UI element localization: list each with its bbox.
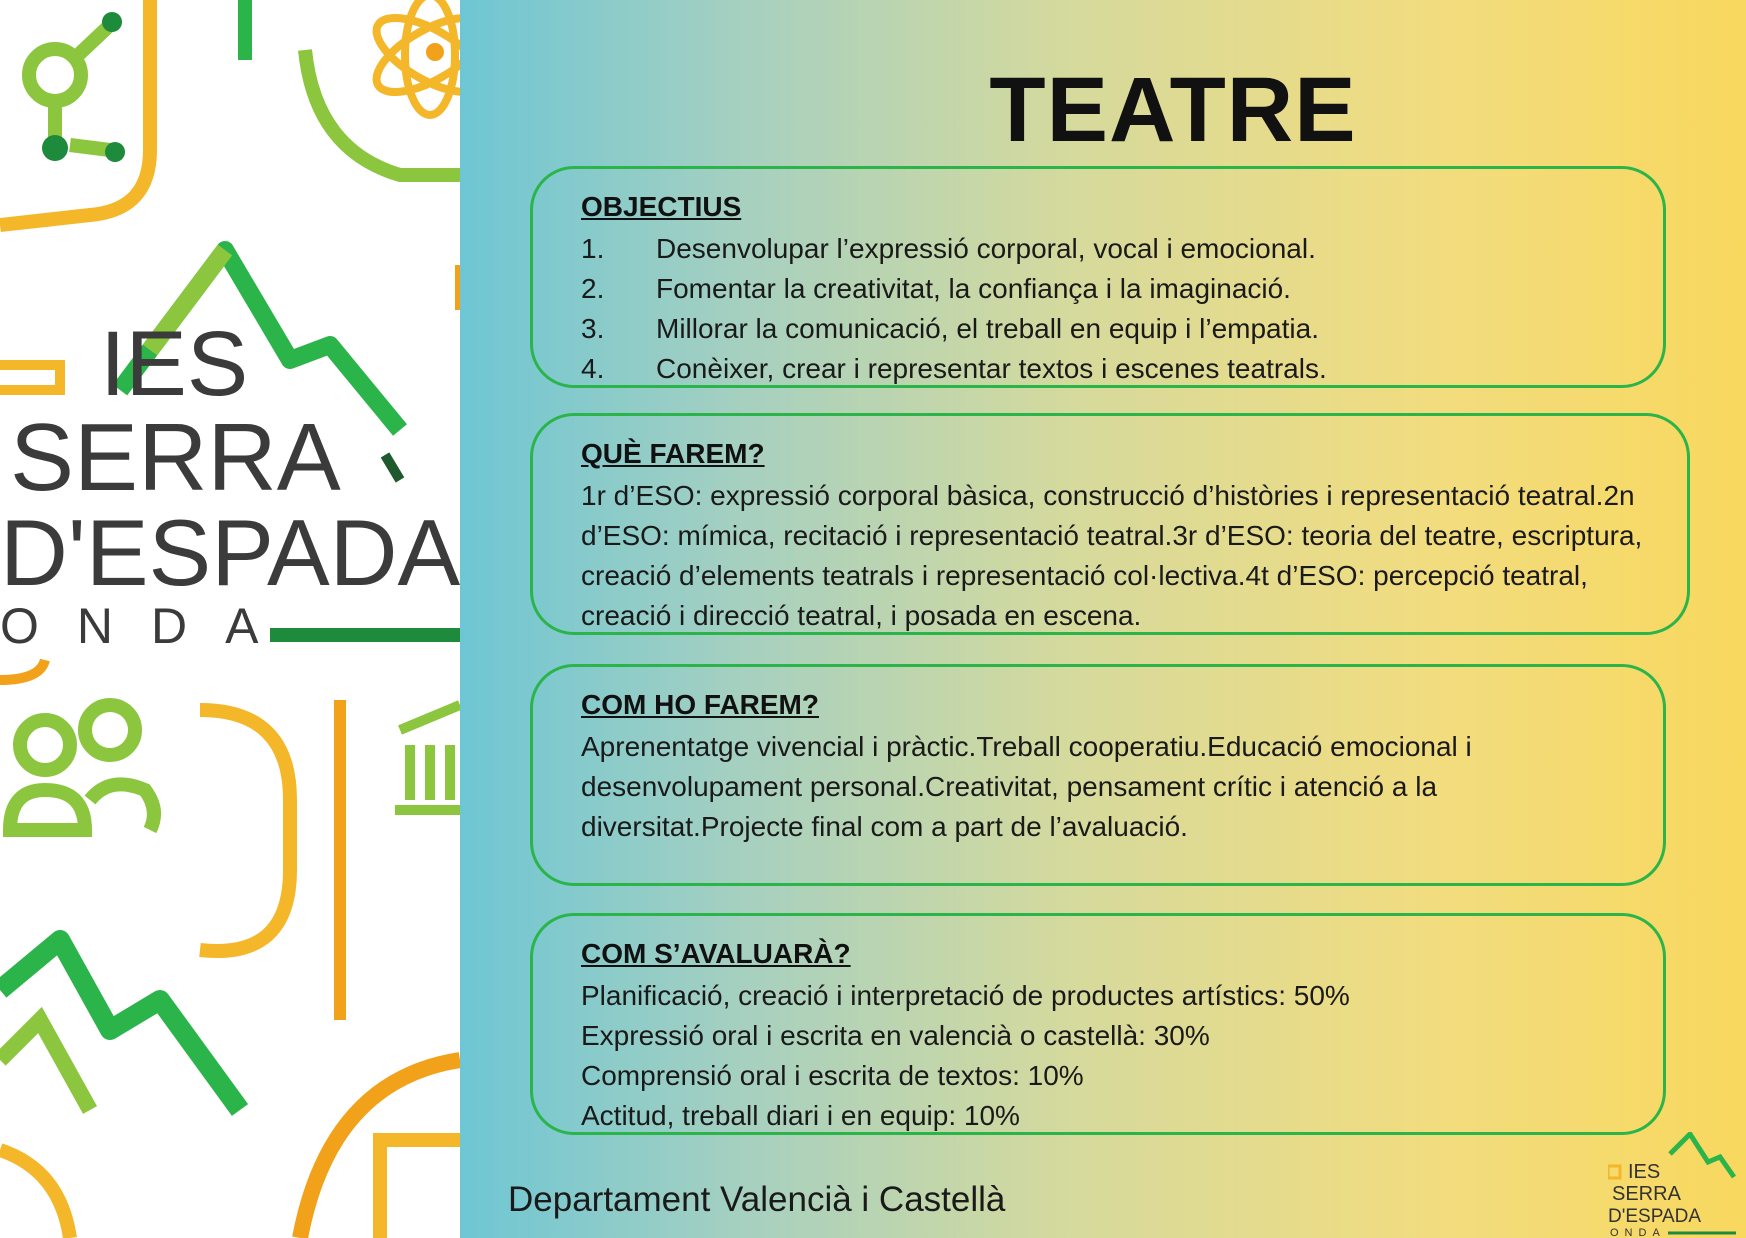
list-item: 1. Desenvolupar l’expressió corporal, vocal i emocional.: [581, 233, 1316, 264]
list-item: Planificació, creació i interpretació de productes artístics: 50%: [581, 980, 1350, 1011]
people-icon: [10, 705, 154, 830]
list-item: 2. Fomentar la creativitat, la confiança i la imaginació.: [581, 273, 1291, 304]
com-savaluara-heading: COM S’AVALUARÀ?: [581, 938, 851, 969]
list-item: Expressió oral i escrita en valencià o castellà: 30%: [581, 1020, 1210, 1051]
com-ho-farem-heading: COM HO FAREM?: [581, 689, 819, 720]
logo-ies: IES: [100, 313, 249, 415]
school-logo-small: [1608, 1132, 1738, 1238]
com-savaluara-card: [530, 913, 1666, 1135]
department-footer: Departament Valencià i Castellà: [508, 1180, 1006, 1219]
logo-despada: D'ESPADA: [0, 500, 460, 605]
list-item: 3. Millorar la comunicació, el treball en equip i l’empatia.: [581, 313, 1319, 344]
com-ho-farem-card: [530, 664, 1666, 886]
list-item: Actitud, treball diari i en equip: 10%: [581, 1100, 1020, 1131]
logo-serra: SERRA: [10, 404, 341, 511]
svg-text:SERRA: SERRA: [1612, 1183, 1681, 1205]
museum-icon: [395, 705, 460, 810]
svg-text:ONDA: ONDA: [1610, 1227, 1666, 1238]
que-farem-text: 1r d’ESO: expressió corporal bàsica, construcció d’històries i representació teatral.2n d’ESO: mímica, recitació i representació teatral.3r d’ESO: teoria del teatre, escriptura, creació d’elements teatrals i representació col·lectiva.4t d’ESO: percepció teatral, creació i direcció teatral, i posada en escena.: [581, 480, 1643, 631]
atom-icon: [366, 0, 460, 115]
svg-text:D'ESPADA: D'ESPADA: [1608, 1206, 1702, 1227]
list-item: 4. Conèixer, crear i representar textos i escenes teatrals.: [581, 353, 1327, 384]
objectius-heading: OBJECTIUS: [581, 191, 742, 222]
content-panel: [460, 0, 1746, 1238]
com-ho-farem-text: Aprenentatge vivencial i pràctic.Treball cooperatiu.Educació emocional i desenvolupament personal.Creativitat, pensament crític i atenció a la diversitat.Projecte final com a part de l’avaluació.: [581, 731, 1472, 842]
molecule-icon: [29, 25, 110, 150]
que-farem-card: [530, 413, 1690, 635]
svg-text:IES: IES: [1628, 1161, 1661, 1183]
objectius-card: [530, 166, 1666, 388]
page-title: TEATRE: [989, 59, 1357, 161]
decorative-icons: [0, 0, 460, 1238]
decorative-panel: [0, 0, 460, 1238]
list-item: Comprensió oral i escrita de textos: 10%: [581, 1060, 1084, 1091]
que-farem-heading: QUÈ FAREM?: [581, 438, 765, 469]
objectius-list: [581, 229, 1623, 389]
logo-onda: ONDA: [0, 598, 297, 654]
